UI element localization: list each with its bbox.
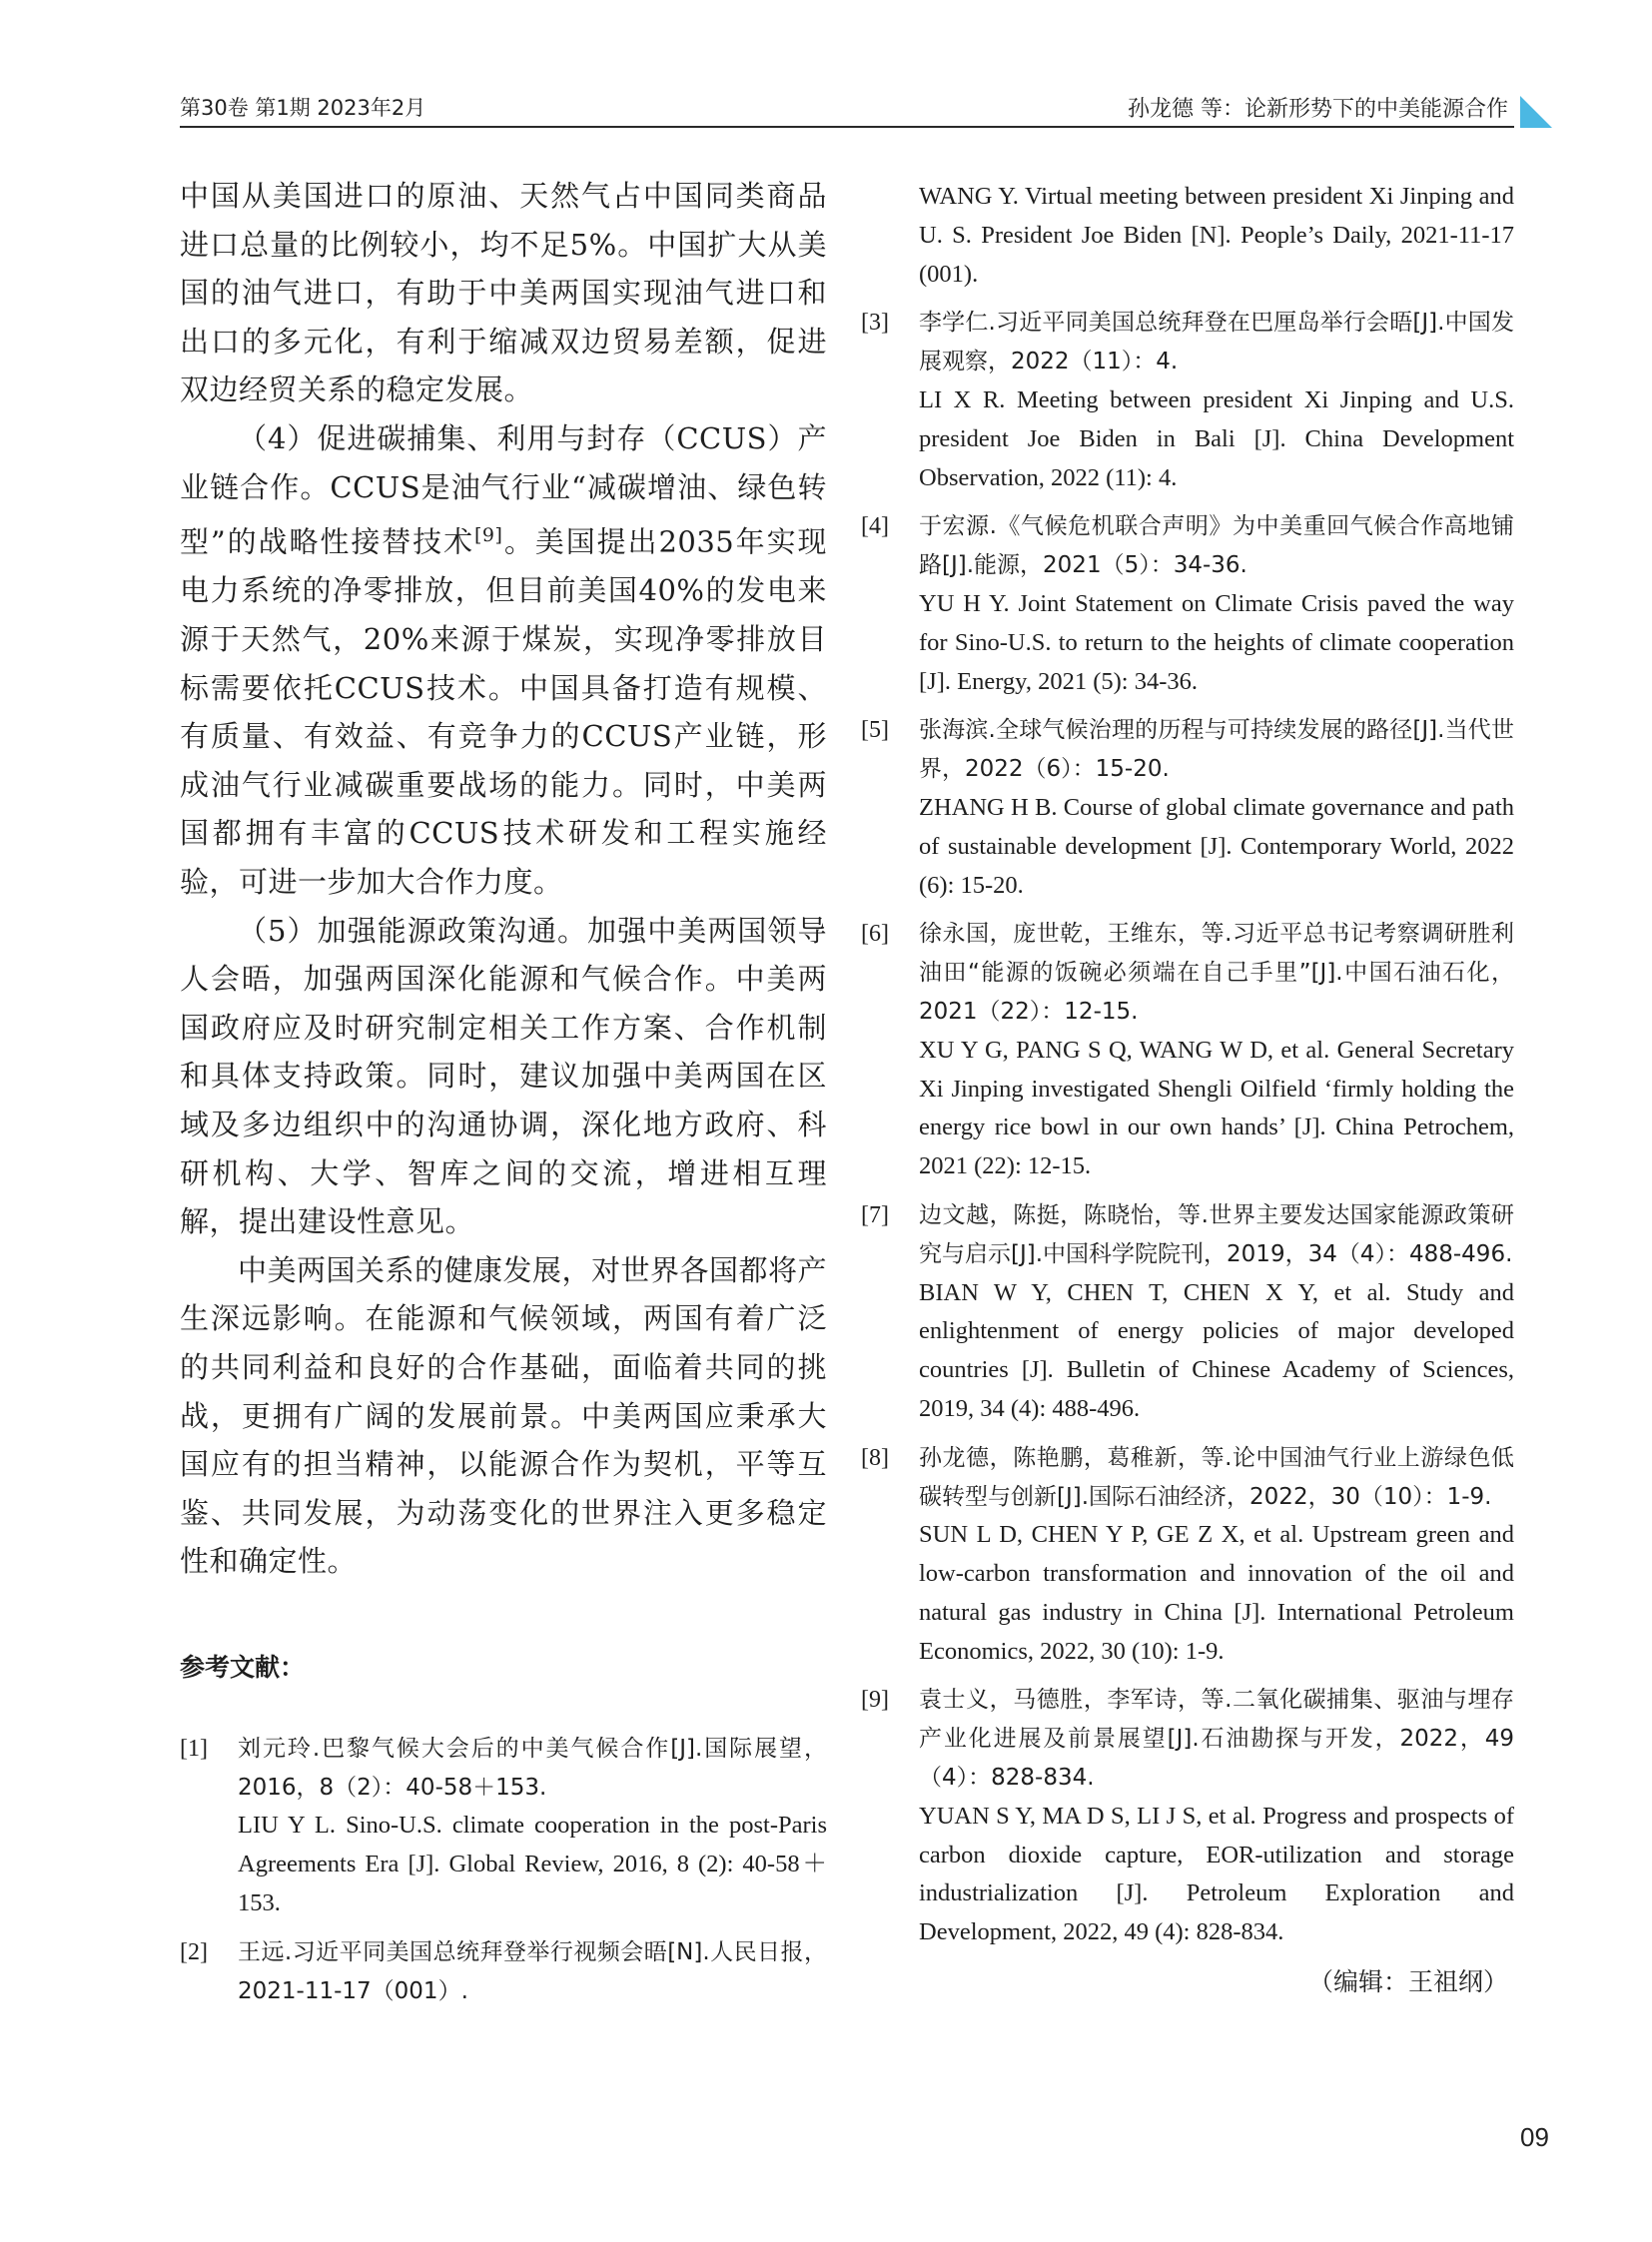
- reference-item-4: [861, 507, 1514, 701]
- reference-number: [5]: [861, 717, 889, 744]
- reference-number: [2]: [180, 1938, 208, 1965]
- reference-item-7: [861, 1196, 1514, 1429]
- reference-item-2: [180, 1933, 827, 2011]
- reference-item-1: [180, 1730, 827, 1923]
- editor-note: （编辑：王祖纲）: [1307, 1967, 1508, 1997]
- reference-item-5: [861, 711, 1514, 905]
- reference-list-left: [180, 1730, 827, 2011]
- header-corner-triangle-icon: [1520, 96, 1552, 128]
- reference-english: SUN L D, CHEN Y P, GE Z X, et al. Upstream green and low-carbon transformation and innovation of the oil and natural gas industry in China [J]. International Petroleum Economics, 2022, 30 (10): 1-9.: [919, 1521, 1514, 1665]
- reference-chinese: 徐永国，庞世乾，王维东，等.习近平总书记考察调研胜利油田“能源的饭碗必须端在自己手里”[J].中国石油石化，2021（22）：12-15.: [919, 921, 1514, 1025]
- reference-english: XU Y G, PANG S Q, WANG W D, et al. General Secretary Xi Jinping investigated Shengli Oilfield ‘firmly holding the energy rice bowl in our own hands’ [J]. China Petrochem, 2021 (22): 12-15.: [919, 1036, 1514, 1180]
- page-number: 09: [1520, 2122, 1549, 2152]
- reference-chinese: 李学仁.习近平同美国总统拜登在巴厘岛举行会晤[J].中国发展观察，2022（11）：4.: [919, 310, 1514, 375]
- body-paragraph-1: 中国从美国进口的原油、天然气占中国同类商品进口总量的比例较小，均不足5%。中国扩大从美国的油气进口，有助于中美两国实现油气进口和出口的多元化，有利于缩减双边贸易差额，促进双边经贸关系的稳定发展。: [180, 179, 827, 407]
- reference-english: LIU Y L. Sino-U.S. climate cooperation in the post-Paris Agreements Era [J]. Global Review, 2016, 8 (2): 40-58＋153.: [238, 1812, 827, 1917]
- body-paragraph-2-text: （4）促进碳捕集、利用与封存（CCUS）产业链合作。CCUS是油气行业“减碳增油、绿色转型”的战略性接替技术: [180, 420, 827, 559]
- right-column: [861, 178, 1514, 2002]
- citation-9: [9]: [474, 524, 503, 547]
- reference-number: [7]: [861, 1201, 889, 1228]
- reference-chinese: 边文越，陈挺，陈晓怡，等.世界主要发达国家能源政策研究与启示[J].中国科学院院刊，2019，34（4）：488-496.: [919, 1201, 1514, 1267]
- reference-chinese: 刘元玲.巴黎气候大会后的中美气候合作[J].国际展望，2016，8（2）：40-58＋153.: [238, 1735, 827, 1801]
- reference-chinese: 于宏源.《气候危机联合声明》为中美重回气候合作高地铺路[J].能源，2021（5）：34-36.: [919, 513, 1514, 579]
- reference-number: [6]: [861, 921, 889, 948]
- reference-english: YU H Y. Joint Statement on Climate Crisis paved the way for Sino-U.S. to return to the heights of climate cooperation [J]. Energy, 2021 (5): 34-36.: [919, 589, 1514, 695]
- article-running-title: 孙龙德 等：论新形势下的中美能源合作: [1128, 97, 1508, 122]
- body-paragraph-2-continued: 。美国提出2035年实现电力系统的净零排放，但目前美国40%的发电来源于天然气，20%来源于煤炭，实现净零排放目标需要依托CCUS技术。中国具备打造有规模、有质量、有效益、有竞争力的CCUS产业链，形成油气行业减碳重要战场的能力。同时，中美两国都拥有丰富的CCUS技术研发和工程实施经验，可进一步加大合作力度。: [180, 524, 828, 899]
- reference-number: [9]: [861, 1687, 889, 1714]
- header-rule: [180, 126, 1514, 128]
- reference-item-9: [861, 1681, 1514, 1952]
- body-paragraph-4: 中美两国关系的健康发展，对世界各国都将产生深远影响。在能源和气候领域，两国有着广泛的共同利益和良好的合作基础，面临着共同的挑战，更拥有广阔的发展前景。中美两国应秉承大国应有的担当精神，以能源合作为契机，平等互鉴、共同发展，为动荡变化的世界注入更多稳定性和确定性。: [180, 1252, 828, 1579]
- reference-chinese: 王远.习近平同美国总统拜登举行视频会晤[N].人民日报，2021-11-17（001）.: [238, 1938, 827, 2004]
- reference-item-3: [861, 304, 1514, 497]
- journal-issue-header: 第30卷 第1期 2023年2月: [180, 96, 426, 120]
- references-heading: 参考文献：: [180, 1652, 306, 1682]
- reference-number: [4]: [861, 513, 889, 540]
- reference-number: [3]: [861, 310, 889, 337]
- reference-number: [8]: [861, 1444, 889, 1471]
- reference-english: ZHANG H B. Course of global climate governance and path of sustainable development [J]. Contemporary World, 2022 (6): 15-20.: [919, 793, 1514, 899]
- reference-chinese: 张海滨.全球气候治理的历程与可持续发展的路径[J].当代世界，2022（6）：15-20.: [919, 717, 1514, 783]
- reference-number: [1]: [180, 1735, 208, 1762]
- reference-english: BIAN W Y, CHEN T, CHEN X Y, et al. Study and enlightenment of energy policies of major developed countries [J]. Bulletin of Chinese Academy of Sciences, 2019, 34 (4): 488-496.: [919, 1278, 1514, 1422]
- body-paragraph-3: （5）加强能源政策沟通。加强中美两国领导人会晤，加强两国深化能源和气候合作。中美两国政府应及时研究制定相关工作方案、合作机制和具体支持政策。同时，建议加强中美两国在区域及多边组织中的沟通协调，深化地方政府、科研机构、大学、智库之间的交流，增进相互理解，提出建设性意见。: [180, 913, 827, 1239]
- reference-english: LI X R. Meeting between president Xi Jinping and U.S. president Joe Biden in Bali [J]. China Development Observation, 2022 (11): 4.: [919, 385, 1514, 491]
- reference-item-6: [861, 915, 1514, 1186]
- reference-english: WANG Y. Virtual meeting between president Xi Jinping and U. S. President Joe Biden [N]. People’s Daily, 2021-11-17 (001).: [919, 183, 1514, 288]
- reference-item-8: [861, 1439, 1514, 1672]
- body-paragraph-2: [180, 414, 827, 907]
- reference-chinese: 袁士义，马德胜，李军诗，等.二氧化碳捕集、驱油与埋存产业化进展及前景展望[J].石油勘探与开发，2022，49（4）：828-834.: [919, 1687, 1514, 1792]
- reference-item-2-continued: [861, 178, 1514, 294]
- reference-english: YUAN S Y, MA D S, LI J S, et al. Progress and prospects of carbon dioxide capture, EOR-utilization and storage industrialization [J]. Petroleum Exploration and Development, 2022, 49 (4): 828-834.: [919, 1802, 1514, 1946]
- left-column: [180, 172, 827, 2010]
- reference-chinese: 孙龙德，陈艳鹏，葛稚新，等.论中国油气行业上游绿色低碳转型与创新[J].国际石油经济，2022，30（10）：1-9.: [919, 1444, 1514, 1510]
